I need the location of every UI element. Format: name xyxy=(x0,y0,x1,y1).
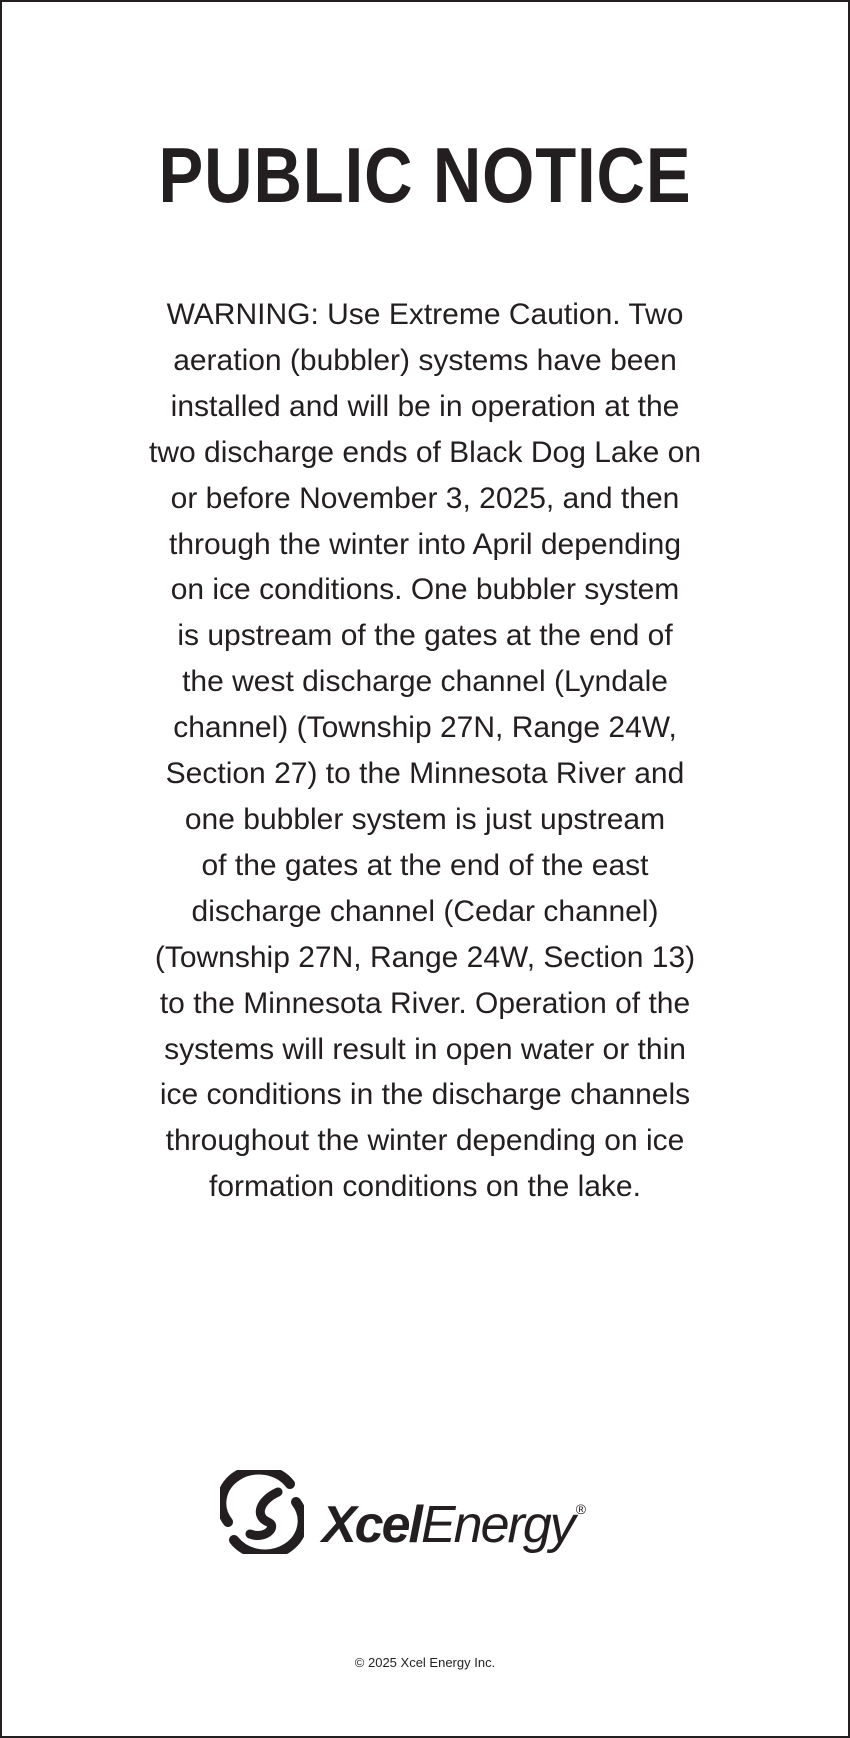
copyright-text: © 2025 Xcel Energy Inc. xyxy=(354,1655,496,1670)
notice-title: PUBLIC NOTICE xyxy=(158,131,692,219)
notice-body xyxy=(112,292,738,1210)
notice-body-line: channel) (Township 27N, Range 24W, xyxy=(173,711,677,745)
notice-body-line: of the gates at the end of the east xyxy=(201,848,649,882)
notice-body-line: Section 27) to the Minnesota River and xyxy=(165,757,685,791)
notice-body-line: the west discharge channel (Lyndale xyxy=(182,665,668,699)
notice-body-line: (Township 27N, Range 24W, Section 13) xyxy=(154,940,696,974)
registered-mark: ® xyxy=(575,1501,587,1517)
notice-body-line: through the winter into April depending xyxy=(168,527,682,561)
wordmark-xcel: Xcel xyxy=(322,1496,421,1554)
xcel-energy-wordmark xyxy=(322,1478,586,1556)
notice-body-line: two discharge ends of Black Dog Lake on xyxy=(149,435,701,469)
notice-body-line: discharge channel (Cedar channel) xyxy=(191,894,659,928)
notice-body-line: to the Minnesota River. Operation of the xyxy=(159,986,691,1020)
notice-body-line: WARNING: Use Extreme Caution. Two xyxy=(166,298,684,331)
xcel-energy-logo xyxy=(220,1470,640,1554)
notice-body-line: formation conditions on the lake. xyxy=(209,1170,641,1204)
notice-body-line: on ice conditions. One bubbler system xyxy=(170,573,680,607)
notice-body-line: installed and will be in operation at the xyxy=(170,389,680,423)
notice-body-line: throughout the winter depending on ice xyxy=(165,1124,685,1158)
notice-body-line: is upstream of the gates at the end of xyxy=(177,619,673,653)
notice-body-line: systems will result in open water or thin xyxy=(164,1032,686,1066)
xcel-energy-swirl-icon xyxy=(220,1470,304,1554)
wordmark-energy: Energy xyxy=(420,1496,574,1554)
notice-body-line: ice conditions in the discharge channels xyxy=(159,1078,691,1112)
notice-body-line: aeration (bubbler) systems have been xyxy=(173,343,677,377)
notice-body-line: one bubbler system is just upstream xyxy=(184,802,666,836)
notice-body-line: or before November 3, 2025, and then xyxy=(170,481,680,515)
